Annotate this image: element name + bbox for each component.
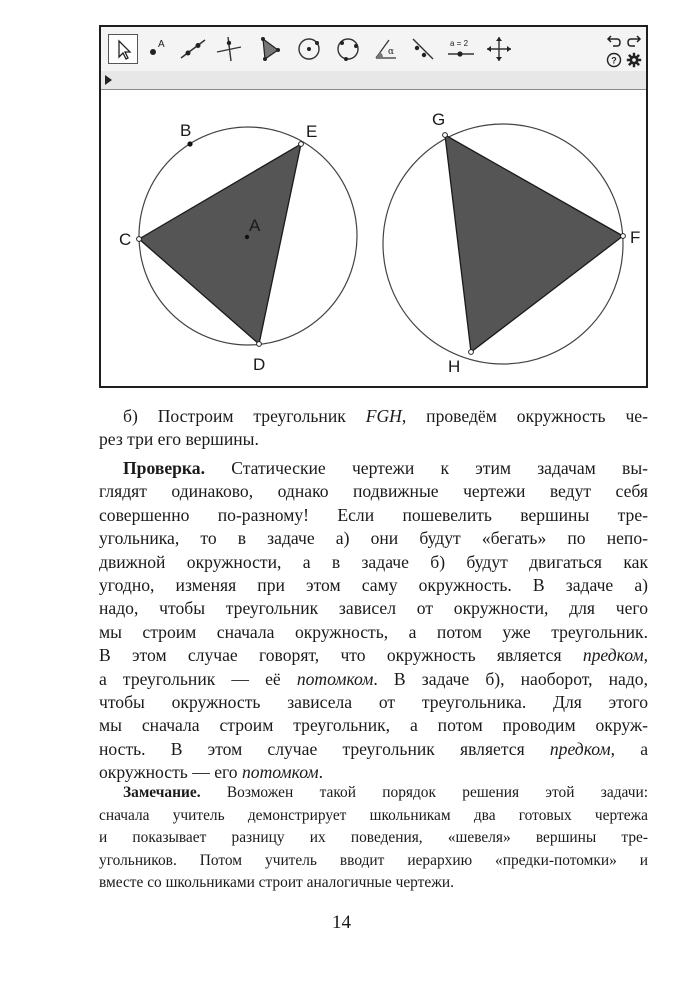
perpendicular-line-icon[interactable] — [214, 34, 244, 64]
move-pointer-icon[interactable] — [108, 34, 138, 64]
point-icon[interactable] — [142, 34, 172, 64]
label-d: D — [253, 355, 266, 374]
text-line: Проверка. Статические чертежи к этим задачам вы- — [123, 458, 648, 478]
point-h[interactable] — [469, 350, 474, 355]
text-line: чтобы окружность зависела от треугольника. Для этого — [99, 692, 648, 713]
text-line: окружность — его потомком. — [99, 762, 323, 783]
text-line: угольника, то в задаче а) они будут «бегать» по непо- — [99, 528, 648, 549]
point-e[interactable] — [299, 142, 304, 147]
point-b[interactable] — [187, 141, 192, 146]
paragraph-b — [99, 405, 648, 452]
angle-icon[interactable] — [371, 34, 401, 64]
label-b: B — [180, 121, 192, 140]
graphics-view[interactable] — [101, 90, 646, 386]
label-e: E — [306, 122, 318, 141]
label-g: G — [432, 110, 446, 129]
undo-icon[interactable] — [606, 32, 622, 48]
paragraph-check — [99, 457, 648, 785]
point-a[interactable] — [245, 235, 249, 239]
circle-three-points-icon[interactable] — [333, 34, 363, 64]
text-line: В этом случае говорят, что окружность является предком, — [99, 645, 648, 666]
text-line: сначала учитель демонстрирует школьникам два готовых чертежа — [99, 806, 648, 824]
check-heading: Проверка. — [123, 458, 205, 478]
text-line: Замечание. Возможен такой порядок решения этой задачи: — [123, 784, 648, 801]
slider-tool-label: a = 2 — [450, 39, 469, 48]
text-line: а треугольник — её потомком. В задаче б), наоборот, надо, — [99, 668, 648, 689]
point-c[interactable] — [137, 237, 142, 242]
expand-arrow-icon[interactable] — [105, 75, 112, 85]
text-line: движной окружности, а в задаче б) будут двигаться как — [99, 551, 648, 572]
point-f[interactable] — [621, 234, 626, 239]
polygon-icon[interactable] — [254, 34, 284, 64]
text-line: вместе со школьниками строит аналогичные чертежи. — [99, 874, 454, 891]
text-line: глядят одинаково, однако подвижные чертежи ведут себя — [99, 481, 648, 502]
page-number: 14 — [332, 912, 351, 933]
text-line: угольников. Потом учитель вводит иерархию «предки-потомки» и — [99, 851, 648, 869]
line-icon[interactable] — [178, 34, 208, 64]
text-line: б) Построим треугольник FGH, проведём окружность че- — [123, 406, 648, 426]
redo-icon[interactable] — [626, 32, 642, 48]
angle-tool-label: α — [388, 47, 395, 57]
point-tool-label: A — [158, 39, 165, 50]
text-line: мы строим сначала окружность, а потом уже треугольник. — [99, 621, 648, 642]
toolbar — [101, 27, 646, 71]
label-c: C — [119, 230, 132, 249]
svg-text:?: ? — [611, 55, 617, 66]
geogebra-window — [99, 25, 648, 388]
point-d[interactable] — [257, 342, 262, 347]
label-f: F — [630, 228, 641, 247]
triangle-cde[interactable] — [139, 144, 301, 344]
slider-icon[interactable] — [445, 34, 477, 64]
text-line: и показывает разницу их поведения, «шевеля» вершины тре- — [99, 829, 648, 846]
label-h: H — [448, 357, 461, 376]
settings-gear-icon[interactable] — [626, 52, 642, 68]
move-graphics-icon[interactable] — [484, 34, 514, 64]
input-bar[interactable] — [101, 71, 646, 90]
label-a: A — [249, 216, 261, 235]
point-g[interactable] — [443, 133, 448, 138]
text-line: угодно, изменяя при этом саму окружность. В задаче а) — [99, 575, 648, 596]
circle-center-point-icon[interactable] — [294, 34, 324, 64]
reflect-icon[interactable] — [408, 34, 438, 64]
text-line: мы сначала строим треугольник, а потом проводим окруж- — [99, 715, 648, 736]
text-line: совершенно по-разному! Если пошевелить вершины тре- — [99, 504, 648, 525]
note-heading: Замечание. — [123, 784, 201, 801]
triangle-name: FGH — [365, 406, 402, 426]
note-remark — [99, 782, 648, 895]
text-line: рез три его вершины. — [99, 429, 259, 450]
text-line: ность. В этом случае треугольник является предком, а — [99, 738, 649, 759]
help-icon[interactable] — [606, 52, 622, 68]
text-line: надо, чтобы треугольник зависел от окружности, для чего — [99, 598, 648, 619]
